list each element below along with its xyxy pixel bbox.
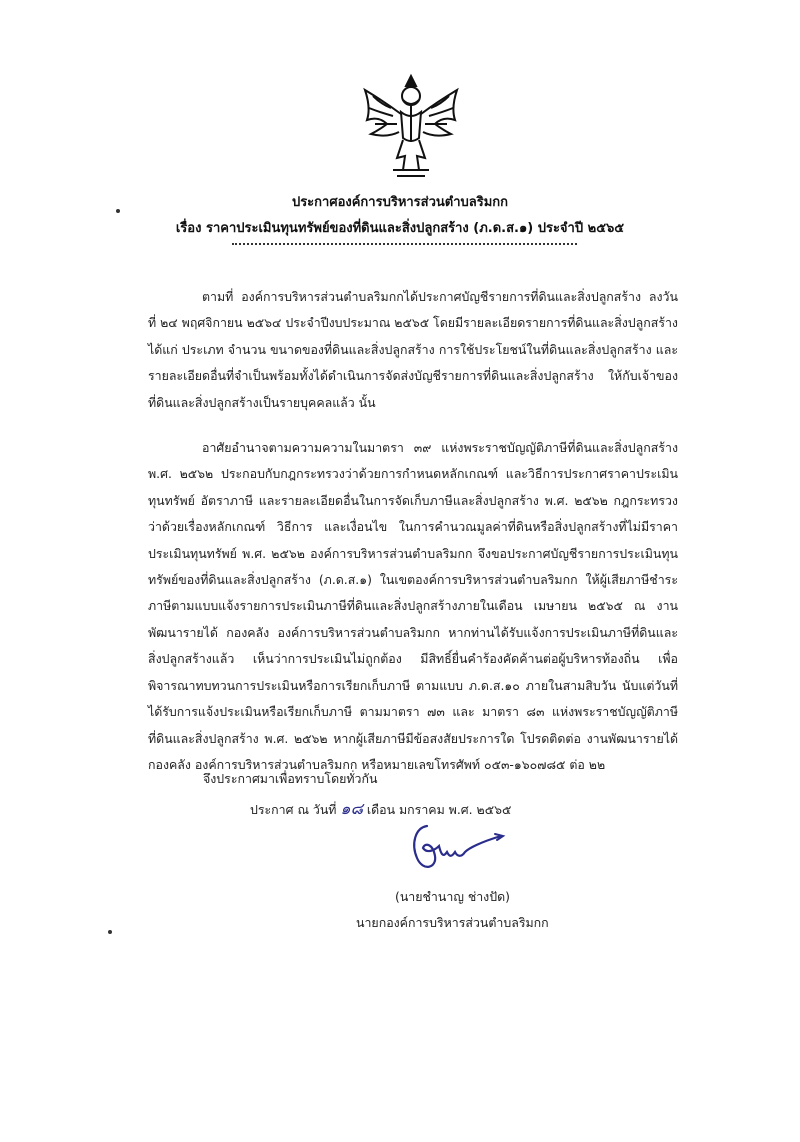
date-day-handwritten: ๑๘	[340, 799, 363, 818]
document-subject: เรื่อง ราคาประเมินทุนทรัพย์ของที่ดินและสิ่งปลูกสร้าง (ภ.ด.ส.๑) ประจำปี ๒๕๖๕	[175, 221, 625, 236]
dotted-divider	[232, 243, 577, 245]
closing-announcement: จึงประกาศมาเพื่อทราบโดยทั่วกัน	[203, 771, 378, 786]
paragraph-2: อาศัยอำนาจตามความความในมาตรา ๓๙ แห่งพระราชบัญญัติภาษีที่ดินและสิ่งปลูกสร้าง พ.ศ. ๒๕๖๒ ประกอบกับกฎกระทรวงว่าด้วยการกำหนดหลักเกณฑ์ และวิธีการประกาศราคาประเมินทุนทรัพย์ อัตราภาษี และรายละเอียดอื่นในการจัดเก็บภาษีและสิ่งปลูกสร้าง พ.ศ. ๒๕๖๒ กฎกระทรวงว่าด้วยเรื่องหลักเกณฑ์ วิธีการ และเงื่อนไข ในการคำนวณมูลค่าที่ดินหรือสิ่งปลูกสร้างที่ไม่มีราคาประเมินทุนทรัพย์ พ.ศ. ๒๕๖๒ องค์การบริหารส่วนตำบลริมกก จึงขอประกาศบัญชีรายการประเมินทุนทรัพย์ของที่ดินและสิ่งปลูกสร้าง (ภ.ด.ส.๑) ในเขตองค์การบริหารส่วนตำบลริมกก ให้ผู้เสียภาษีชำระภาษีตามแบบแจ้งรายการประเมินภาษีที่ดินและสิ่งปลูกสร้างภายในเดือน เมษายน ๒๕๖๕ ณ งานพัฒนารายได้ กองคลัง องค์การบริหารส่วนตำบลริมกก หากท่านได้รับแจ้งการประเมินภาษีที่ดินและสิ่งปลูกสร้างแล้ว เห็นว่าการประเมินไม่ถูกต้อง มีสิทธิ์ยื่นคำร้องคัดค้านต่อผู้บริหารท้องถิ่น เพื่อพิจารณาทบทวนการประเมินหรือการเรียกเก็บภาษี ตามแบบ ภ.ด.ส.๑๐ ภายในสามสิบวัน นับแต่วันที่ได้รับการแจ้งประเมินหรือเรียกเก็บภาษี ตามมาตรา ๗๓ และ มาตรา ๘๓ แห่งพระราชบัญญัติภาษีที่ดินและสิ่งปลูกสร้าง พ.ศ. ๒๕๖๒ หากผู้เสียภาษีมีข้อสงสัยประการใด โปรดติดต่อ งานพัฒนารายได้ กองคลัง องค์การบริหารส่วนตำบลริมกก หรือหมายเลขโทรศัพท์ ๐๕๓-๑๖๐๗๘๕ ต่อ ๒๒	[148, 440, 678, 772]
signatory-name: (นายชำนาญ ช่างปัด)	[395, 889, 510, 904]
paragraph-1: ตามที่ องค์การบริหารส่วนตำบลริมกกได้ประกาศบัญชีรายการที่ดินและสิ่งปลูกสร้าง ลงวันที่ ๒๔ พฤศจิกายน ๒๕๖๔ ประจำปีงบประมาณ ๒๕๖๕ โดยมีรายละเอียดรายการที่ดินและสิ่งปลูกสร้าง ได้แก่ ประเภท จำนวน ขนาดของที่ดินและสิ่งปลูกสร้าง การใช้ประโยชน์ในที่ดินและสิ่งปลูกสร้าง และรายละเอียดอื่นที่จำเป็นพร้อมทั้งได้ดำเนินการจัดส่งบัญชีรายการที่ดินและสิ่งปลูกสร้าง ให้กับเจ้าของที่ดินและสิ่งปลูกสร้างเป็นรายบุคคลแล้ว นั้น	[148, 289, 678, 410]
garuda-emblem-icon	[357, 72, 465, 182]
scan-speck	[116, 209, 120, 213]
document-title: ประกาศองค์การบริหารส่วนตำบลริมกก	[291, 195, 509, 210]
date-suffix: เดือน มกราคม พ.ศ. ๒๕๖๕	[366, 802, 512, 817]
date-prefix: ประกาศ ณ วันที่	[250, 802, 337, 817]
document-body	[148, 284, 678, 778]
signatory-position: นายกองค์การบริหารส่วนตำบลริมกก	[356, 915, 549, 930]
handwritten-signature	[405, 818, 515, 880]
scan-speck	[108, 930, 112, 934]
